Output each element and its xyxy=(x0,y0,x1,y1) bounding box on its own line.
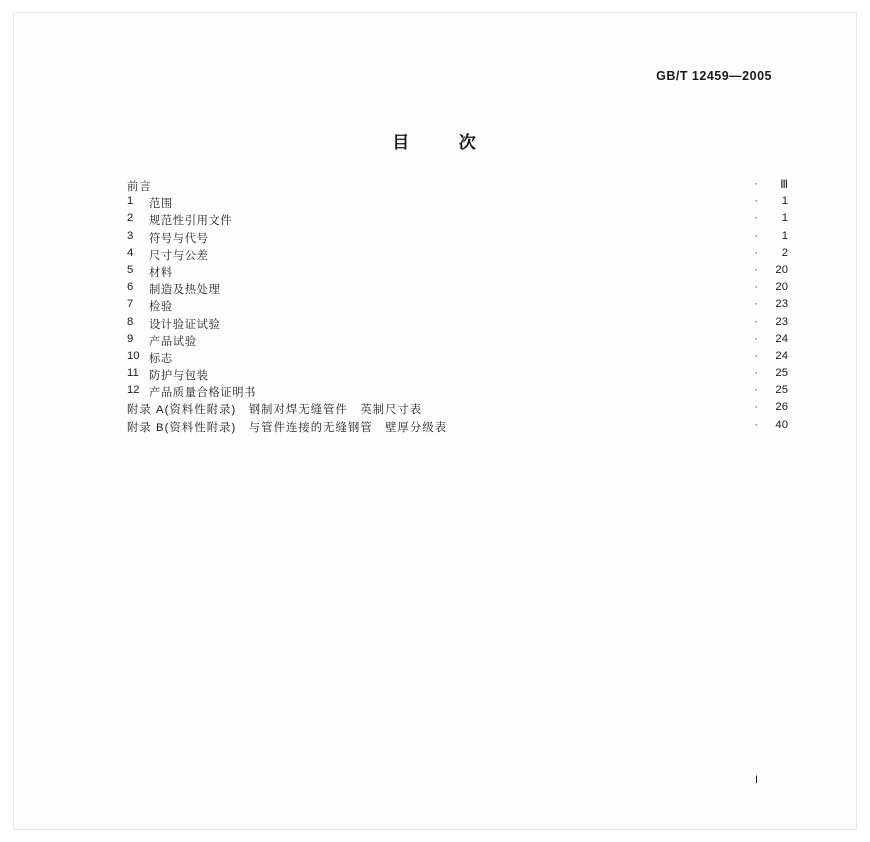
standard-code: GB/T 12459—2005 xyxy=(656,69,772,83)
toc-entry-number: 5 xyxy=(127,263,134,276)
page-sheet xyxy=(14,13,856,829)
page-title xyxy=(14,128,856,153)
toc-entry[interactable] xyxy=(127,230,788,247)
toc-entry[interactable] xyxy=(127,316,788,333)
toc-entry[interactable] xyxy=(127,212,788,229)
page-title-second: 次 xyxy=(458,133,478,152)
toc-entry-leader: · xyxy=(754,401,758,414)
toc-entry-page: 2 xyxy=(781,246,788,259)
toc-entry-number: 6 xyxy=(127,281,134,294)
toc-entry-page: 40 xyxy=(775,418,788,431)
toc-entry[interactable] xyxy=(127,178,788,195)
page-title-first: 目 xyxy=(392,133,412,152)
toc-entry-label: 范围 xyxy=(149,198,173,211)
toc-entry-label: 材料 xyxy=(149,266,173,279)
toc-entry-label: 符号与代号 xyxy=(149,232,209,245)
toc-entry-number: 7 xyxy=(127,298,134,311)
toc-entry-page: 1 xyxy=(781,212,788,225)
toc-entry-number: 9 xyxy=(127,332,134,345)
toc-entry-leader: · xyxy=(754,349,758,362)
toc-entry-page: Ⅲ xyxy=(780,179,788,191)
toc-entry-page: 23 xyxy=(775,315,788,328)
toc-entry-label: 规范性引用文件 xyxy=(149,215,233,228)
toc-entry-label: 防护与包装 xyxy=(149,370,209,383)
toc-entry[interactable] xyxy=(127,247,788,264)
toc-entry-page: 24 xyxy=(775,332,788,345)
toc-entry-leader: · xyxy=(754,195,758,208)
toc-entry-leader: · xyxy=(754,384,758,397)
toc-entry-number: 8 xyxy=(127,315,134,328)
toc-entry[interactable] xyxy=(127,333,788,350)
toc-entry-leader: · xyxy=(754,332,758,345)
toc-entry-number: 3 xyxy=(127,229,134,242)
toc-entry-label: 产品试验 xyxy=(149,335,197,348)
toc-entry-leader: · xyxy=(754,178,758,190)
toc-entry-label: 检验 xyxy=(149,301,173,314)
toc-entry-page: 1 xyxy=(781,229,788,242)
toc-entry-page: 20 xyxy=(775,263,788,276)
toc-entry-page: 24 xyxy=(775,349,788,362)
toc-entry-number: 2 xyxy=(127,212,134,225)
toc-entry-label: 产品质量合格证明书 xyxy=(149,387,257,400)
toc-entry-label: 尺寸与公差 xyxy=(149,249,209,262)
toc-entry[interactable] xyxy=(127,384,788,401)
table-of-contents xyxy=(127,178,788,436)
toc-entry-leader: · xyxy=(754,418,758,431)
toc-entry-page: 25 xyxy=(775,384,788,397)
toc-entry-page: 20 xyxy=(775,281,788,294)
toc-entry-number: 10 xyxy=(127,349,140,362)
toc-entry[interactable] xyxy=(127,350,788,367)
toc-entry-leader: · xyxy=(754,263,758,276)
toc-entry-leader: · xyxy=(754,246,758,259)
toc-entry-label: 附录 A(资料性附录) 钢制对焊无缝管件 英制尺寸表 xyxy=(127,404,423,417)
toc-entry[interactable] xyxy=(127,298,788,315)
toc-entry-page: 25 xyxy=(775,367,788,380)
toc-entry[interactable] xyxy=(127,281,788,298)
toc-entry-number: 1 xyxy=(127,195,134,208)
toc-entry-leader: · xyxy=(754,229,758,242)
toc-entry[interactable] xyxy=(127,367,788,384)
toc-entry-label: 标志 xyxy=(149,352,173,365)
toc-entry-label: 设计验证试验 xyxy=(149,318,221,331)
toc-entry[interactable] xyxy=(127,264,788,281)
folio-number: I xyxy=(754,774,758,786)
toc-entry[interactable] xyxy=(127,401,788,418)
toc-entry-label: 附录 B(资料性附录) 与管件连接的无缝钢管 壁厚分级表 xyxy=(127,421,448,434)
toc-entry-leader: · xyxy=(754,212,758,225)
toc-entry[interactable] xyxy=(127,419,788,436)
toc-entry-leader: · xyxy=(754,367,758,380)
toc-entry-number: 4 xyxy=(127,246,134,259)
toc-entry-number: 12 xyxy=(127,384,140,397)
toc-entry-number: 11 xyxy=(127,367,139,380)
toc-entry-page: 23 xyxy=(775,298,788,311)
toc-entry-label: 制造及热处理 xyxy=(149,284,221,297)
toc-entry[interactable] xyxy=(127,195,788,212)
toc-entry-leader: · xyxy=(754,298,758,311)
toc-entry-label: 前言 xyxy=(127,181,152,193)
toc-entry-page: 1 xyxy=(781,195,788,208)
toc-entry-page: 26 xyxy=(775,401,788,414)
toc-entry-leader: · xyxy=(754,315,758,328)
toc-entry-leader: · xyxy=(754,281,758,294)
